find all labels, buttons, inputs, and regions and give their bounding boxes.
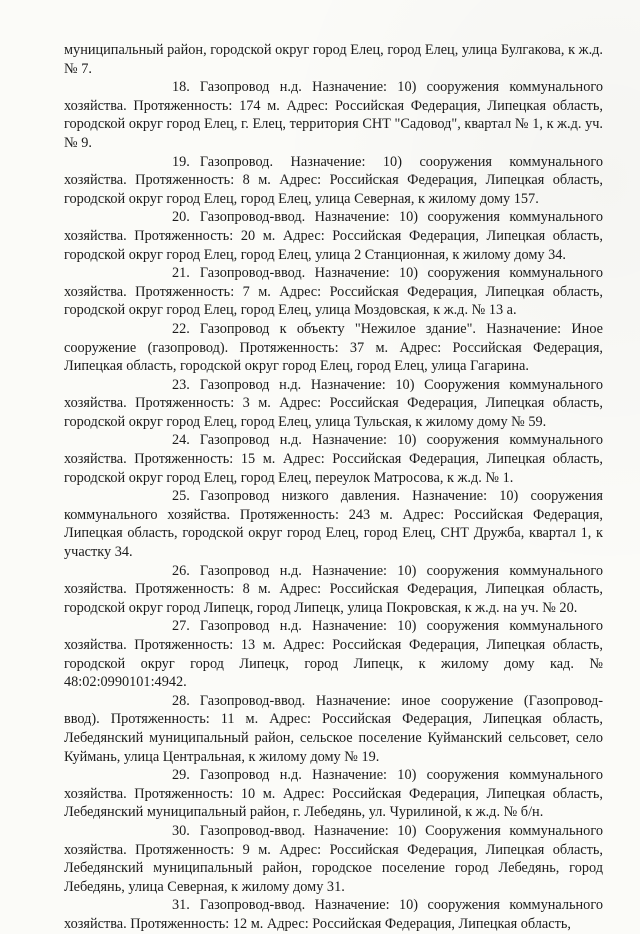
item-text: Газопровод-ввод. Назначение: иное сооружение (Газопровод-ввод). Протяженность: 11 м. Адрес: Российская Федерация, Липецкая область, Лебедянский муниципальный район, сельское поселение Куйманский сельсовет, село Куймань, улица Центральная, к жилому дому № 19.: [64, 692, 603, 765]
item-number: 20.: [172, 209, 190, 226]
item-text: Газопровод н.д. Назначение: 10) сооружения коммунального хозяйства. Протяженность: 174 м. Адрес: Российская Федерация, Липецкая область, городской округ город Елец, г. Елец, территория СНТ "Садовод", квартал № 1, к ж.д. уч. № 9.: [64, 79, 603, 151]
list-item: [64, 320, 603, 376]
item-text: Газопровод н.д. Назначение: 10) Сооружения коммунального хозяйства. Протяженность: 3 м. Адрес: Российская Федерация, Липецкая область, городской округ город Елец, город Елец, улица Тульская, к жилому дому № 59.: [64, 376, 603, 430]
item-number: 23.: [172, 376, 190, 393]
item-text: Газопровод-ввод. Назначение: 10) Сооружения коммунального хозяйства. Протяженность: 9 м. Адрес: Российская Федерация, Липецкая область, Лебедянский муниципальный район, городское поселение город Лебедянь, город Лебедянь, улица Северная, к жилому дому 31.: [64, 822, 603, 895]
list-item: [64, 617, 603, 691]
item-text: Газопровод. Назначение: 10) сооружения коммунального хозяйства. Протяженность: 8 м. Адрес: Российская Федерация, Липецкая область, городской округ город Елец, город Елец, улица Северная, к жилому дому 157.: [64, 153, 603, 207]
list-item: [64, 431, 603, 487]
item-text: Газопровод н.д. Назначение: 10) сооружения коммунального хозяйства. Протяженность: 8 м. Адрес: Российская Федерация, Липецкая область, городской округ город Липецк, город Липецк, улица Покровская, к ж.д. на уч. № 20.: [64, 562, 603, 616]
list-item: [64, 376, 603, 432]
item-number: 26.: [172, 562, 190, 579]
list-item: [64, 78, 603, 152]
item-number: 28.: [172, 692, 190, 709]
item-text: Газопровод н.д. Назначение: 10) сооружения коммунального хозяйства. Протяженность: 13 м. Адрес: Российская Федерация, Липецкая область, городской округ город Липецк, город Липецк, к жилому дому кад. № 48:02:0990101:4942.: [64, 618, 603, 691]
list-item: [64, 766, 603, 822]
continuation-paragraph: муниципальный район, городской округ город Елец, город Елец, улица Булгакова, к ж.д. № 7.: [64, 42, 603, 77]
item-number: 21.: [172, 265, 190, 282]
list-item: [64, 153, 603, 209]
item-number: 30.: [172, 822, 190, 839]
item-text: Газопровод н.д. Назначение: 10) сооружения коммунального хозяйства. Протяженность: 15 м. Адрес: Российская Федерация, Липецкая область, городской округ город Елец, город Елец, переулок Матросова, к ж.д. № 1.: [64, 432, 603, 486]
document-body: [64, 41, 603, 934]
list-item: [64, 264, 603, 320]
list-item: [64, 208, 603, 264]
item-number: 31.: [172, 897, 190, 914]
list-item: [64, 487, 603, 561]
item-text: Газопровод низкого давления. Назначение: 10) сооружения коммунального хозяйства. Протяженность: 243 м. Адрес: Российская Федерация, Липецкая область, городской округ город Елец, город Елец, СНТ Дружба, квартал 1, к участку 34.: [64, 488, 603, 561]
item-number: 18.: [172, 79, 190, 96]
list-item: [64, 896, 603, 933]
item-number: 22.: [172, 320, 190, 337]
item-text: Газопровод к объекту "Нежилое здание". Назначение: Иное сооружение (газопровод). Протяженность: 37 м. Адрес: Российская Федерация, Липецкая область, городской округ город Елец, город Елец, улица Гагарина.: [64, 320, 603, 375]
list-item: [64, 692, 603, 766]
item-number: 27.: [172, 618, 190, 635]
item-number: 29.: [172, 767, 190, 784]
list-item: [64, 822, 603, 896]
item-number: 24.: [172, 432, 190, 449]
item-text: Газопровод-ввод. Назначение: 10) сооружения коммунального хозяйства. Протяженность: 20 м. Адрес: Российская Федерация, Липецкая область, городской округ город Елец, город Елец, улица 2 Станционная, к жилому дому 34.: [64, 209, 603, 263]
item-number: 19.: [172, 153, 190, 170]
list-item: [64, 562, 603, 618]
item-text: Газопровод-ввод. Назначение: 10) сооружения коммунального хозяйства. Протяженность: 12 м. Адрес: Российская Федерация, Липецкая область,: [64, 897, 603, 932]
item-text: Газопровод н.д. Назначение: 10) сооружения коммунального хозяйства. Протяженность: 10 м. Адрес: Российская Федерация, Липецкая область, Лебедянский муниципальный район, г. Лебедянь, ул. Чурилиной, к ж.д. № б/н.: [64, 767, 603, 821]
item-text: Газопровод-ввод. Назначение: 10) сооружения коммунального хозяйства. Протяженность: 7 м. Адрес: Российская Федерация, Липецкая область, городской округ город Елец, город Елец, улица Моздовская, к ж.д. № 13 а.: [64, 265, 603, 319]
item-number: 25.: [172, 488, 190, 505]
